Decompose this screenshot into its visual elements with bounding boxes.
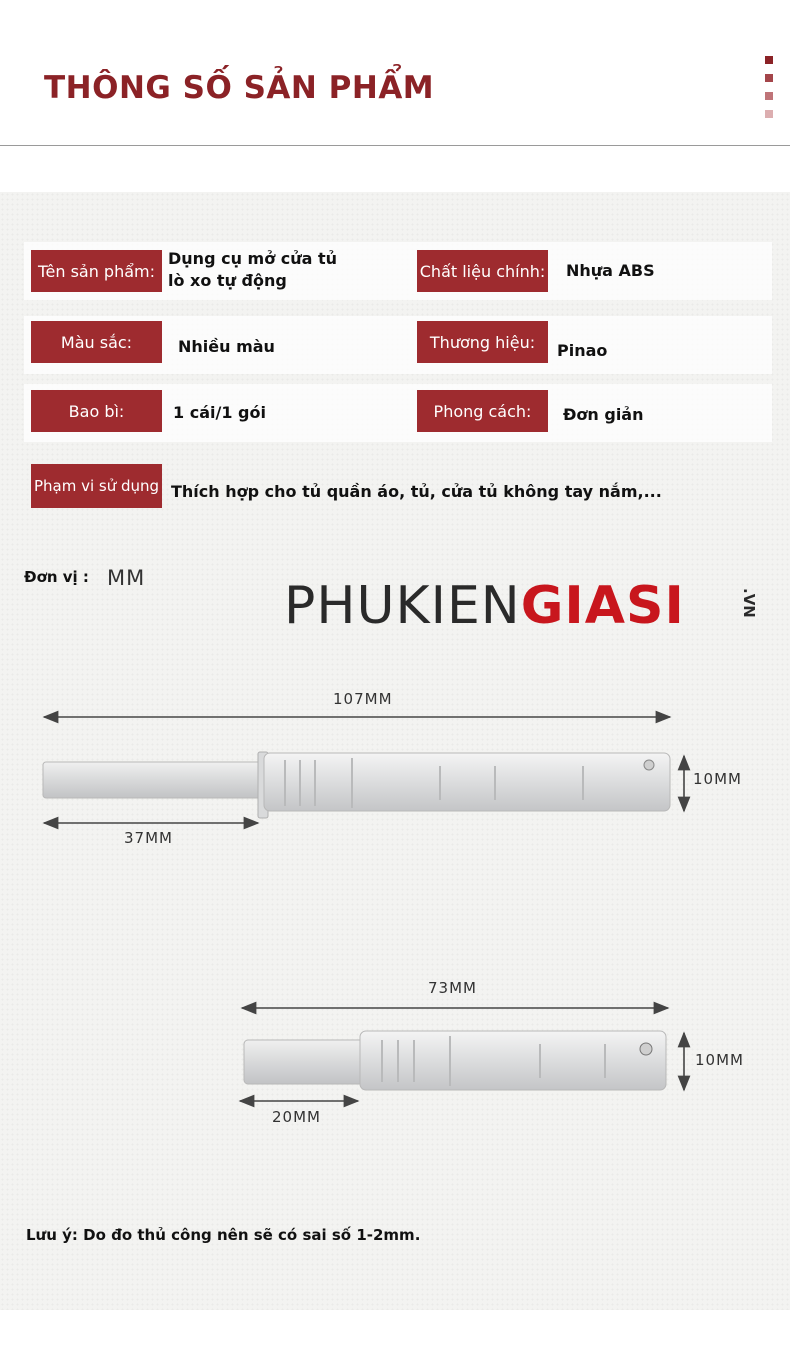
- logo-text-dark: PHUKIEN: [284, 576, 521, 636]
- spec-value-line: Dụng cụ mở cửa tủ: [168, 249, 338, 268]
- page-title: THÔNG SỐ SẢN PHẨM: [44, 70, 435, 106]
- spec-value-packaging: 1 cái/1 gói: [173, 403, 266, 422]
- spec-value-brand: Pinao: [557, 341, 608, 360]
- body-tube: [264, 753, 670, 811]
- body-tube: [360, 1031, 666, 1090]
- spec-value-usage: Thích hợp cho tủ quần áo, tủ, cửa tủ không tay nắm,...: [171, 482, 662, 501]
- spec-label-packaging: Bao bì:: [31, 390, 162, 432]
- diagram-2: [240, 1008, 684, 1101]
- dim-extension-1: 37MM: [124, 829, 173, 847]
- push-rod: [43, 762, 265, 798]
- push-rod: [244, 1040, 364, 1084]
- unit-label: Đơn vị :: [24, 568, 89, 586]
- dim-total-length-2: 73MM: [428, 979, 477, 997]
- spec-value-style: Đơn giản: [563, 405, 644, 424]
- unit-value: MM: [107, 566, 146, 590]
- dim-height-2: 10MM: [695, 1051, 744, 1069]
- spec-value-line: lò xo tự động: [168, 271, 287, 290]
- dim-height-1: 10MM: [693, 770, 742, 788]
- spec-label-color: Màu sắc:: [31, 321, 162, 363]
- spec-value-material: Nhựa ABS: [566, 261, 655, 280]
- measurement-note: Lưu ý: Do đo thủ công nên sẽ có sai số 1-2mm.: [26, 1226, 421, 1244]
- spec-label-usage: Phạm vi sử dụng: [31, 464, 162, 508]
- logo-domain-suffix: .VN: [740, 588, 758, 618]
- spec-label-material: Chất liệu chính:: [417, 250, 548, 292]
- screw-head: [640, 1043, 652, 1055]
- spec-label-style: Phong cách:: [417, 390, 548, 432]
- diagram-1: [43, 717, 684, 823]
- spec-value-color: Nhiều màu: [178, 337, 275, 356]
- spec-label-product-name: Tên sản phẩm:: [31, 250, 162, 292]
- dim-total-length-1: 107MM: [333, 690, 393, 708]
- screw-head: [644, 760, 654, 770]
- dim-extension-2: 20MM: [272, 1108, 321, 1126]
- spec-label-brand: Thương hiệu:: [417, 321, 548, 363]
- logo-text-red: GIASI: [520, 576, 685, 636]
